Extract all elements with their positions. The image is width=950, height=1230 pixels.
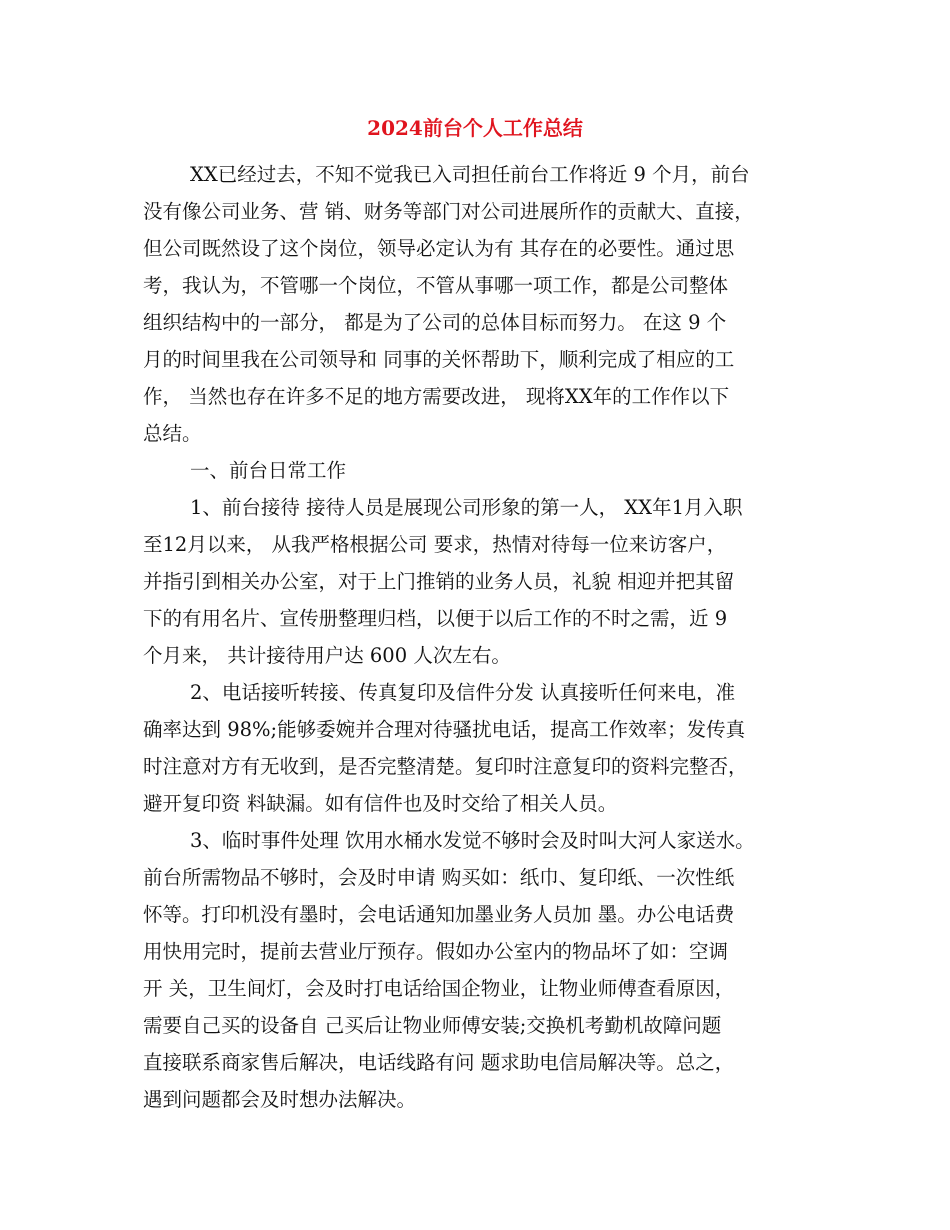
page-title: 2024前台个人工作总结 — [367, 116, 583, 140]
paragraph-line: 怀等。打印机没有墨时，会电话通知加墨业务人员加 墨。办公电话费 — [143, 903, 735, 926]
paragraph-line: 前台所需物品不够时，会及时申请 购买如：纸巾、复印纸、一次性纸 — [143, 866, 735, 889]
paragraph-line: 下的有用名片、宣传册整理归档，以便于以后工作的不时之需，近 9 — [143, 607, 728, 630]
paragraph-line: 总结。 — [143, 422, 202, 445]
paragraph-line: 3、临时事件处理 饮用水桶水发觉不够时会及时叫大河人家送水。 — [190, 829, 755, 852]
paragraph-line: 组织结构中的一部分， 都是为了公司的总体目标而努力。 在这 9 个 — [143, 311, 727, 334]
paragraph-line: 2、电话接听转接、传真复印及信件分发 认真接听任何来电，准 — [190, 681, 736, 704]
paragraph-line: 确率达到 98%;能够委婉并合理对待骚扰电话，提高工作效率；发传真 — [143, 718, 746, 741]
paragraph-line: 并指引到相关办公室，对于上门推销的业务人员，礼貌 相迎并把其留 — [143, 570, 735, 593]
paragraph-line: 遇到问题都会及时想办法解决。 — [143, 1088, 417, 1111]
paragraph-line: 时注意对方有无收到，是否完整清楚。复印时注意复印的资料完整否， — [143, 755, 748, 778]
paragraph-line: 避开复印资 料缺漏。如有信件也及时交给了相关人员。 — [143, 792, 618, 815]
paragraph-line: 1、前台接待 接待人员是展现公司形象的第一人， XX年1月入职 — [190, 496, 743, 519]
section-heading: 一、前台日常工作 — [190, 459, 347, 482]
paragraph-line: 考，我认为，不管哪一个岗位，不管从事哪一项工作，都是公司整体 — [143, 274, 729, 297]
paragraph-line: 用快用完时，提前去营业厅预存。假如办公室内的物品坏了如：空调 — [143, 940, 729, 963]
paragraph-line: 作， 当然也存在许多不足的地方需要改进， 现将XX年的工作作以下 — [143, 385, 730, 408]
paragraph-line: 个月来， 共计接待用户达 600 人次左右。 — [143, 644, 511, 667]
paragraph-line: 月的时间里我在公司领导和 同事的关怀帮助下，顺利完成了相应的工 — [143, 348, 735, 371]
paragraph-line: XX已经过去，不知不觉我已入司担任前台工作将近 9 个月，前台 — [190, 163, 750, 186]
paragraph-line: 没有像公司业务、营 销、财务等部门对公司进展所作的贡献大、直接， — [143, 200, 754, 223]
paragraph-line: 需要自己买的设备自 己买后让物业师傅安装;交换机考勤机故障问题 — [143, 1014, 722, 1037]
paragraph-line: 直接联系商家售后解决，电话线路有问 题求助电信局解决等。总之， — [143, 1051, 735, 1074]
paragraph-line: 但公司既然设了这个岗位，领导必定认为有 其存在的必要性。通过思 — [143, 237, 735, 260]
paragraph-line: 开 关，卫生间灯，会及时打电话给国企物业，让物业师傅查看原因， — [143, 977, 735, 1000]
paragraph-line: 至12月以来， 从我严格根据公司 要求，热情对待每一位来访客户， — [143, 533, 727, 556]
